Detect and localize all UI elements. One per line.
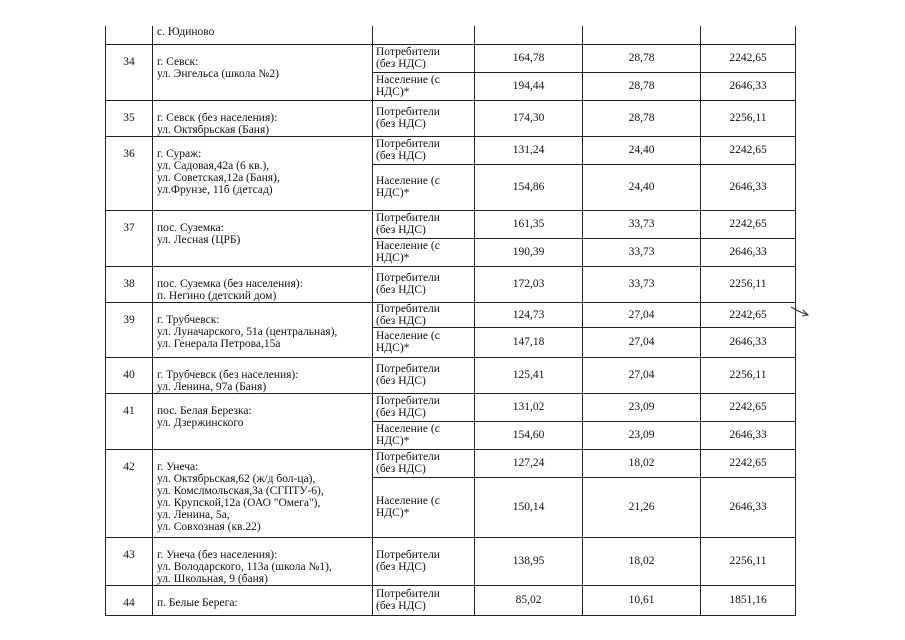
category-line: Потребители xyxy=(376,363,440,375)
row-number-cell: 36 xyxy=(106,136,153,210)
tariff-value-cell: 164,78 xyxy=(475,44,583,72)
address-line: ул. Крупской,12а (ОАО "Омега"), xyxy=(157,496,321,509)
consumer-category-cell xyxy=(373,537,475,585)
address-line: ул. Генерала Петрова,15а xyxy=(157,337,281,350)
category-line: (без НДС) xyxy=(376,375,426,387)
row-number-cell: 35 xyxy=(106,100,153,136)
tariff-value-cell: 190,39 xyxy=(475,238,583,266)
address-line: п. Белые Берега: xyxy=(157,596,238,609)
tariff-value-cell: 161,35 xyxy=(475,210,583,238)
address-cell xyxy=(153,302,373,357)
address-line: ул. Лесная (ЦРБ) xyxy=(157,233,241,246)
value-cell xyxy=(475,26,583,44)
table-row xyxy=(106,210,796,238)
address-cell xyxy=(153,210,373,266)
consumer-category-cell xyxy=(373,357,475,393)
pen-mark-icon xyxy=(790,306,810,318)
table-row xyxy=(106,449,796,477)
tariff-value-cell: 2256,11 xyxy=(701,357,796,393)
tariff-value-cell: 28,78 xyxy=(583,100,701,136)
value-cell xyxy=(583,26,701,44)
tariff-value-cell: 2242,65 xyxy=(701,393,796,421)
row-number-cell: 34 xyxy=(106,44,153,100)
address-cell xyxy=(153,266,373,302)
address-line: пос. Белая Березка: xyxy=(157,404,252,417)
address-line: ул. Совхозная (кв.22) xyxy=(157,520,261,533)
address-cell xyxy=(153,537,373,585)
table-row xyxy=(106,136,796,164)
category-line: (без НДС) xyxy=(376,463,426,475)
tariff-value-cell: 2242,65 xyxy=(701,44,796,72)
category-line: Потребители xyxy=(376,138,440,150)
row-number-cell: 41 xyxy=(106,393,153,449)
consumer-category-cell xyxy=(373,100,475,136)
tariff-value-cell: 2256,11 xyxy=(701,537,796,585)
tariff-value-cell: 18,02 xyxy=(583,537,701,585)
category-line: Потребители xyxy=(376,451,440,463)
table-row xyxy=(106,266,796,302)
address-cell xyxy=(153,26,373,44)
row-number-cell: 42 xyxy=(106,449,153,537)
category-line: (без НДС) xyxy=(376,58,426,70)
category-line: Потребители xyxy=(376,588,440,600)
address-line: ул. Советская,12а (Баня), xyxy=(157,171,280,184)
consumer-category-cell xyxy=(373,393,475,421)
address-line: г. Севск: xyxy=(157,55,199,68)
category-line: Потребители xyxy=(376,46,440,58)
consumer-category-cell xyxy=(373,449,475,477)
tariff-value-cell: 18,02 xyxy=(583,449,701,477)
category-line: Потребители xyxy=(376,272,440,284)
tariff-value-cell: 2646,33 xyxy=(701,477,796,537)
tariff-value-cell: 33,73 xyxy=(583,238,701,266)
tariff-value-cell: 2242,65 xyxy=(701,210,796,238)
address-cell xyxy=(153,585,373,615)
tariff-value-cell: 127,24 xyxy=(475,449,583,477)
row-number-cell: 38 xyxy=(106,266,153,302)
category-line: Население (с xyxy=(376,495,440,507)
tariff-value-cell: 21,26 xyxy=(583,477,701,537)
category-line: Население (с xyxy=(376,74,440,86)
tariff-value-cell: 2646,33 xyxy=(701,72,796,100)
tariff-value-cell: 85,02 xyxy=(475,585,583,615)
category-line: (без НДС) xyxy=(376,224,426,236)
category-line: Население (с xyxy=(376,175,440,187)
tariff-value-cell: 154,86 xyxy=(475,164,583,210)
address-line: ул. Энгельса (школа №2) xyxy=(157,67,279,80)
category-line: НДС)* xyxy=(376,86,410,98)
address-cell xyxy=(153,449,373,537)
row-number-cell: 40 xyxy=(106,357,153,393)
tariff-value-cell: 10,61 xyxy=(583,585,701,615)
consumer-category-cell xyxy=(373,164,475,210)
address-line: пос. Суземка: xyxy=(157,221,224,234)
tariff-value-cell: 33,73 xyxy=(583,266,701,302)
category-line: Потребители xyxy=(376,212,440,224)
address-line: ул. Октябрьская (Баня) xyxy=(157,123,270,136)
table-row xyxy=(106,357,796,393)
consumer-category-cell xyxy=(373,421,475,449)
address-line: г. Севск (без населения): xyxy=(157,111,278,124)
tariff-value-cell: 27,04 xyxy=(583,327,701,357)
address-line: ул. Дзержинского xyxy=(157,416,244,429)
address-cell xyxy=(153,136,373,210)
address-line: ул. Садовая,42а (6 кв.), xyxy=(157,159,270,172)
consumer-category-cell xyxy=(373,210,475,238)
address-line: ул. Школьная, 9 (баня) xyxy=(157,572,268,585)
tariff-table-body xyxy=(106,26,796,615)
address-line: ул. Ленина, 5а, xyxy=(157,508,230,521)
address-line: ул.Фрунзе, 11б (детсад) xyxy=(157,183,273,196)
address-line: ул. Луначарского, 51а (центральная), xyxy=(157,325,338,338)
address-cell xyxy=(153,100,373,136)
consumer-category-cell xyxy=(373,477,475,537)
tariff-value-cell: 125,41 xyxy=(475,357,583,393)
category-line: (без НДС) xyxy=(376,284,426,296)
tariff-value-cell: 23,09 xyxy=(583,421,701,449)
row-number-cell: 44 xyxy=(106,585,153,615)
tariff-value-cell: 131,24 xyxy=(475,136,583,164)
consumer-category-cell xyxy=(373,266,475,302)
category-line: (без НДС) xyxy=(376,150,426,162)
address-line: пос. Суземка (без населения): xyxy=(157,277,303,290)
tariff-value-cell: 138,95 xyxy=(475,537,583,585)
address-line: ул. Октябрьская,62 (ж/д бол-ца), xyxy=(157,472,316,485)
tariff-value-cell: 150,14 xyxy=(475,477,583,537)
address-line: г. Унеча: xyxy=(157,460,199,473)
tariff-value-cell: 194,44 xyxy=(475,72,583,100)
tariff-value-cell: 33,73 xyxy=(583,210,701,238)
tariff-value-cell: 2242,65 xyxy=(701,302,796,327)
category-line: Потребители xyxy=(376,549,440,561)
consumer-category-cell xyxy=(373,136,475,164)
address-line: г. Трубчевск (без населения): xyxy=(157,368,299,381)
table-row xyxy=(106,26,796,44)
tariff-value-cell: 2242,65 xyxy=(701,449,796,477)
consumer-category-cell xyxy=(373,585,475,615)
address-cell xyxy=(153,357,373,393)
category-line: (без НДС) xyxy=(376,561,426,573)
tariff-value-cell: 2256,11 xyxy=(701,266,796,302)
category-line: Потребители xyxy=(376,395,440,407)
tariff-table xyxy=(105,26,796,616)
category-cell xyxy=(373,26,475,44)
tariff-value-cell: 23,09 xyxy=(583,393,701,421)
category-line: Население (с xyxy=(376,330,440,342)
tariff-value-cell: 24,40 xyxy=(583,164,701,210)
tariff-value-cell: 2646,33 xyxy=(701,238,796,266)
row-number-cell xyxy=(106,26,153,44)
address-line: ул. Ленина, 97а (Баня) xyxy=(157,380,267,393)
category-line: (без НДС) xyxy=(376,407,426,419)
table-row xyxy=(106,393,796,421)
tariff-value-cell: 28,78 xyxy=(583,72,701,100)
tariff-value-cell: 147,18 xyxy=(475,327,583,357)
value-cell xyxy=(701,26,796,44)
tariff-value-cell: 27,04 xyxy=(583,357,701,393)
tariff-value-cell: 131,02 xyxy=(475,393,583,421)
tariff-value-cell: 2646,33 xyxy=(701,164,796,210)
category-line: (без НДС) xyxy=(376,314,426,327)
address-line: г. Сураж: xyxy=(157,147,202,160)
category-line: НДС)* xyxy=(376,507,410,519)
consumer-category-cell xyxy=(373,72,475,100)
table-row xyxy=(106,537,796,585)
tariff-value-cell: 154,60 xyxy=(475,421,583,449)
category-line: (без НДС) xyxy=(376,600,426,612)
category-line: НДС)* xyxy=(376,187,410,199)
table-row xyxy=(106,302,796,327)
tariff-value-cell: 124,73 xyxy=(475,302,583,327)
address-line: г. Трубчевск: xyxy=(157,313,220,326)
tariff-value-cell: 2256,11 xyxy=(701,100,796,136)
category-line: Потребители xyxy=(376,106,440,118)
tariff-value-cell: 2646,33 xyxy=(701,327,796,357)
tariff-value-cell: 28,78 xyxy=(583,44,701,72)
consumer-category-cell xyxy=(373,238,475,266)
address-line: ул. Комслмольская,3а (СГПТУ-6), xyxy=(157,484,324,497)
category-line: (без НДС) xyxy=(376,118,426,130)
row-number-cell: 37 xyxy=(106,210,153,266)
consumer-category-cell xyxy=(373,327,475,357)
row-number-cell: 39 xyxy=(106,302,153,357)
category-line: НДС)* xyxy=(376,252,410,264)
category-line: НДС)* xyxy=(376,342,410,354)
tariff-value-cell: 1851,16 xyxy=(701,585,796,615)
tariff-value-cell: 174,30 xyxy=(475,100,583,136)
tariff-value-cell: 2242,65 xyxy=(701,136,796,164)
address-line: ул. Володарского, 113а (школа №1), xyxy=(157,560,332,573)
address-line: п. Негино (детский дом) xyxy=(157,289,277,302)
category-line: Потребители xyxy=(376,302,440,315)
tariff-value-cell: 24,40 xyxy=(583,136,701,164)
table-row xyxy=(106,585,796,615)
address-cell xyxy=(153,393,373,449)
category-line: НДС)* xyxy=(376,435,410,447)
address-line: г. Унеча (без населения): xyxy=(157,548,278,561)
address-cell xyxy=(153,44,373,100)
consumer-category-cell xyxy=(373,44,475,72)
table-row xyxy=(106,44,796,72)
tariff-value-cell: 172,03 xyxy=(475,266,583,302)
row-number-cell: 43 xyxy=(106,537,153,585)
tariff-value-cell: 27,04 xyxy=(583,302,701,327)
tariff-value-cell: 2646,33 xyxy=(701,421,796,449)
address-line: с. Юдиново xyxy=(157,26,215,38)
table-row xyxy=(106,100,796,136)
consumer-category-cell xyxy=(373,302,475,327)
category-line: Население (с xyxy=(376,240,440,252)
category-line: Население (с xyxy=(376,423,440,435)
